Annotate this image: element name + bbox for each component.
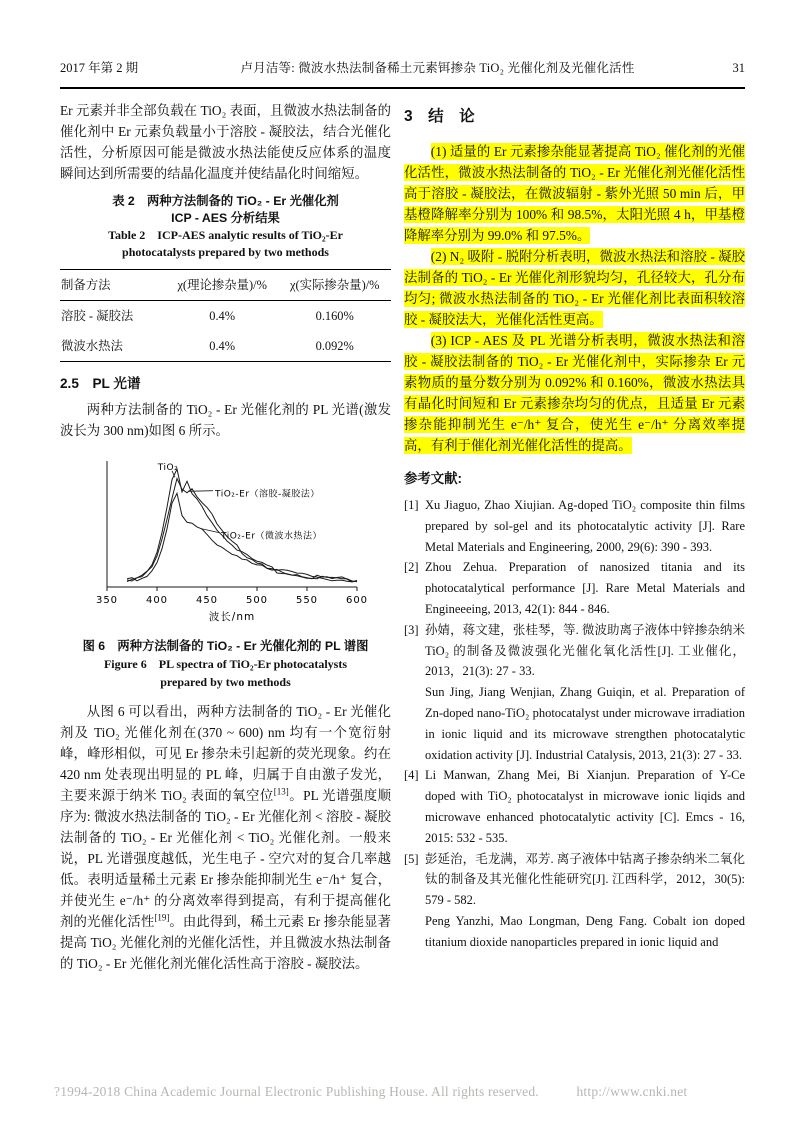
- table-cell: 溶胶 - 凝胶法: [61, 308, 134, 323]
- figure-caption-cn: 图 6 两种方法制备的 TiO₂ - Er 光催化剂的 PL 谱图: [82, 639, 369, 653]
- reference-marker: [13]: [273, 786, 289, 797]
- reference-entry: Li Manwan, Zhang Mei, Bi Xianjun. Preparation of Y-Ce doped with TiO₂ photocatalyst in microwave ionic liqids and microwave enhanced photocatalytic activity [C]. Emcs - 16, 2015: 532 - 535.: [425, 768, 745, 845]
- table-header-cell: 制备方法: [61, 277, 111, 292]
- references-heading: 参考文献:: [404, 471, 463, 486]
- table-row: [60, 301, 391, 332]
- conclusions-block: [404, 141, 745, 456]
- reference-item: [404, 557, 745, 619]
- table-header-cell: χ(实际掺杂量)/%: [289, 277, 380, 292]
- reference-item: [404, 849, 745, 953]
- reference-item: [404, 495, 745, 557]
- section-intro-paragraph: 两种方法制备的 TiO₂ - Er 光催化剂的 PL 光谱(激发波长为 300 nm)如图 6 所示。: [60, 402, 391, 438]
- reference-marker: [19]: [154, 912, 170, 923]
- table-row: [60, 331, 391, 362]
- reference-label: [4]: [404, 768, 419, 783]
- conclusion-heading: 3 结 论: [404, 108, 475, 125]
- table-header-row: [60, 270, 391, 301]
- table-caption: [60, 193, 391, 261]
- pl-spectra-figure: [83, 449, 369, 633]
- section-heading-2-5: 2.5 PL 光谱: [60, 376, 141, 391]
- reference-entry: 孙婧，蒋文建，张桂琴，等. 微波助离子液体中锌掺杂纳米 TiO₂ 的制备及微波强化光催化氧化活性[J]. 工业催化，2013，21(3): 27 - 33.: [425, 622, 745, 679]
- reference-label: [1]: [404, 498, 419, 512]
- reference-entry: Sun Jing, Jiang Wenjian, Zhang Guiqin, et al. Preparation of Zn-doped nano-TiO₂ photocatalyst under microwave irradiation in ionic liquid and its microwave strengthen photocatalytic oxidation activity [J]. Industrial Catalysis, 2013, 21(3): 27 - 33.: [425, 685, 745, 762]
- figure-caption-en-line2: prepared by two methods: [160, 675, 291, 689]
- curve-annotation: TiO₂: [157, 462, 178, 473]
- cnki-url: http://www.cnki.net: [576, 1084, 688, 1099]
- icp-aes-table: [60, 269, 391, 362]
- table-cell: 0.4%: [209, 308, 236, 323]
- reference-entry: 彭延治，毛龙满，邓芳. 离子液体中钴离子掺杂纳米二氧化钛的制备及其光催化性能研究[J]. 江西科学，2012，30(5): 579 - 582.: [425, 851, 745, 908]
- page-header: [60, 58, 745, 89]
- issue-label: 2017 年第 2 期: [60, 61, 139, 75]
- series-curve: [127, 469, 357, 582]
- reference-label: [5]: [404, 851, 419, 866]
- discussion-paragraph: 从图 6 可以看出，两种方法制备的 TiO₂ - Er 光催化剂及 TiO₂ 光催化剂在(370 ~ 600) nm 均有一个宽衍射峰，峰形相似，可见 Er 掺杂未引起新的荧光现象。约在 420 nm 处表现出明显的 PL 峰，归属于自由激子发光，主要来源于纳米 TiO₂ 表面的氧空位[13]。PL 光谱强度顺序为: 微波水热法制备的 TiO₂ - Er 光催化剂 < 溶胶 - 凝胶法制备的 TiO₂ - Er 光催化剂 < TiO₂ 光催化剂。一般来说，PL 光谱强度越低，光生电子 - 空穴对的复合几率越低。表明适量稀土元素 Er 掺杂能抑制光生 e⁻/h⁺ 复合，并使光生 e⁻/h⁺ 的分离效率得到提高，有利于提高催化剂的光催化活性[19]。由此得到，稀土元素 Er 掺杂能显著提高 TiO₂ 光催化剂的光催化活性，并且微波水热法制备的 TiO₂ - Er 光催化剂光催化活性高于溶胶 - 凝胶法。: [60, 704, 391, 971]
- pl-spectra-chart: [83, 449, 369, 627]
- curve-annotation: TiO₂-Er（微波水热法）: [220, 531, 322, 542]
- copyright-text: ?1994-2018 China Academic Journal Electronic Publishing House. All rights reserved.: [54, 1084, 539, 1099]
- reference-entry: Xu Jiaguo, Zhao Xiujian. Ag-doped TiO₂ composite thin films prepared by sol-gel and its photocatalytic activity [J]. Rare Metal Materials and Engineering, 2000, 29(6): 390 - 393.: [425, 498, 745, 554]
- conclusion-paragraph: [404, 141, 745, 246]
- table-cell: 微波水热法: [61, 338, 123, 353]
- page-number: 31: [732, 61, 745, 75]
- x-tick-label: 500: [245, 595, 268, 606]
- cnki-watermark: [54, 1084, 687, 1100]
- table-header-cell: χ(理论掺杂量)/%: [177, 277, 267, 292]
- conclusion-paragraph: [404, 246, 745, 330]
- highlighted-text: (1) 适量的 Er 元素掺杂能显著提高 TiO₂ 催化剂的光催化活性，微波水热法制备的 TiO₂ - Er 光催化剂光催化活性高于溶胶 - 凝胶法，在微波辐射 - 紫外光照 50 min 后，甲基橙降解率分别为 100% 和 98.5%，太阳光照 4 h，甲基橙降解率分别为 99.0% 和 97.5%。: [404, 144, 745, 243]
- table-cell: 0.4%: [209, 338, 236, 353]
- x-tick-label: 550: [295, 595, 318, 606]
- reference-entry: Peng Yanzhi, Mao Longman, Deng Fang. Cobalt ion doped titanium dioxide nanoparticles prepared in ionic liquid and: [425, 913, 745, 949]
- continued-paragraph: Er 元素并非全部负载在 TiO₂ 表面，且微波水热法制备的催化剂中 Er 元素负载量小于溶胶 - 凝胶法，结合光催化活性，分析原因可能是微波水热法能使反应体系的温度瞬间达到所需要的结晶化温度并使结晶化时间缩短。: [60, 103, 391, 181]
- x-axis-label: 波长/nm: [208, 611, 255, 623]
- left-column: [60, 100, 391, 974]
- table-caption-en-line1: Table 2 ICP-AES analytic results of TiO₂-Er: [108, 228, 343, 242]
- table-caption-cn-line2: ICP - AES 分析结果: [171, 211, 280, 225]
- references-list: [404, 495, 745, 953]
- reference-label: [2]: [404, 560, 419, 575]
- table-cell: 0.092%: [315, 338, 354, 353]
- table-caption-cn-line1: 表 2 两种方法制备的 TiO₂ - Er 光催化剂: [112, 194, 339, 208]
- highlighted-text: (3) ICP - AES 及 PL 光谱分析表明，微波水热法和溶胶 - 凝胶法制备的 TiO₂ - Er 光催化剂中，实际掺杂 Er 元素物质的量分数分别为 0.092% 和 0.160%，微波水热法具有晶化时间短和 Er 元素掺杂均匀的优点，且适量 Er 元素掺杂能抑制光生 e⁻/h⁺ 复合，使光生 e⁻/h⁺ 分离效率提高，有利于催化剂光催化活性的提高。: [404, 333, 745, 453]
- curve-annotation: TiO₂-Er（溶胶-凝胶法）: [214, 489, 320, 500]
- reference-item: [404, 765, 745, 848]
- reference-item: [404, 620, 745, 766]
- x-tick-label: 600: [345, 595, 368, 606]
- table-cell: 0.160%: [315, 308, 354, 323]
- running-title: 卢月洁等: 微波水热法制备稀土元素铒掺杂 TiO₂ 光催化剂及光催化活性: [240, 61, 635, 75]
- right-column: [404, 100, 745, 953]
- reference-label: [3]: [404, 622, 419, 637]
- figure-caption-en-line1: Figure 6 PL spectra of TiO₂-Er photocatalysts: [103, 657, 348, 671]
- x-tick-label: 350: [95, 595, 118, 606]
- reference-entry: Zhou Zehua. Preparation of nanosized titania and its photocatalytical performance [J]. Rare Metal Materials and Engineeeing, 2013, 42(1): 844 - 846.: [425, 560, 745, 616]
- x-tick-label: 400: [145, 595, 168, 606]
- highlighted-text: (2) N₂ 吸附 - 脱附分析表明，微波水热法和溶胶 - 凝胶法制备的 TiO₂ - Er 光催化剂形貌均匀，孔径较大，孔分布均匀; 微波水热法制备的 TiO₂ - Er 光催化剂比表面积较溶胶 - 凝胶法大，光催化活性更高。: [404, 249, 745, 327]
- conclusion-paragraph: [404, 330, 745, 456]
- table-caption-en-line2: photocatalysts prepared by two methods: [122, 245, 329, 259]
- x-tick-label: 450: [195, 595, 218, 606]
